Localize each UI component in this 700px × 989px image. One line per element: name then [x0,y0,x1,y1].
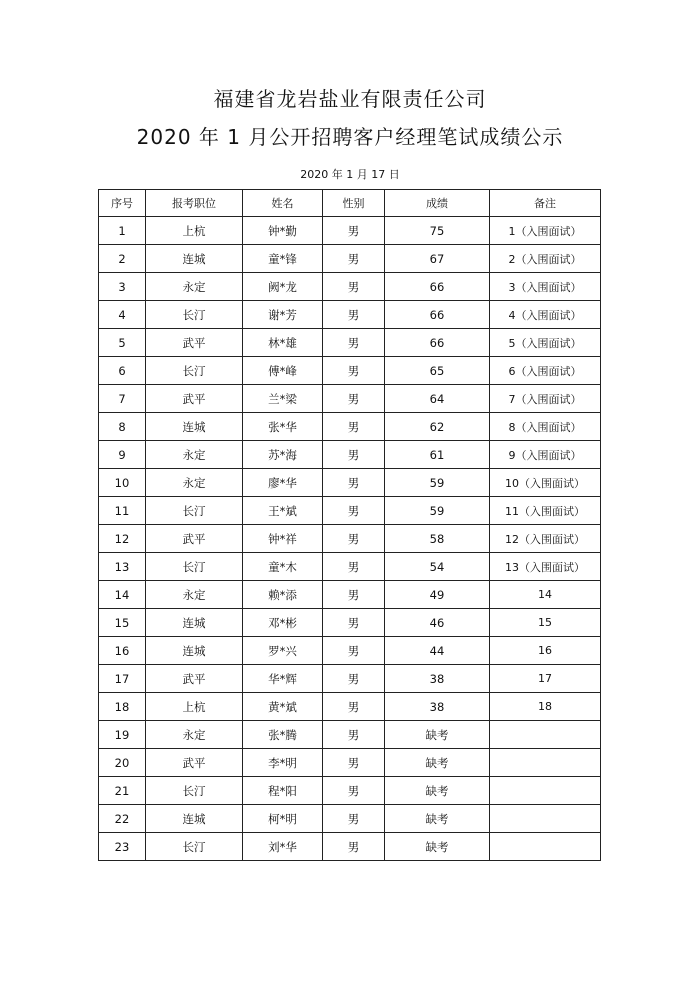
cell-seq: 1 [99,217,146,245]
table-row [99,245,601,273]
cell-name: 王*斌 [243,497,323,525]
cell-remark [490,833,601,861]
cell-position: 长汀 [146,553,243,581]
cell-score: 54 [385,553,490,581]
cell-seq: 3 [99,273,146,301]
cell-gender: 男 [323,805,385,833]
cell-gender: 男 [323,217,385,245]
cell-remark [490,777,601,805]
cell-position: 永定 [146,721,243,749]
cell-gender: 男 [323,525,385,553]
cell-score: 66 [385,329,490,357]
table-row [99,357,601,385]
cell-seq: 13 [99,553,146,581]
cell-gender: 男 [323,413,385,441]
cell-score: 58 [385,525,490,553]
table-row [99,497,601,525]
cell-name: 林*雄 [243,329,323,357]
cell-seq: 11 [99,497,146,525]
column-header-score: 成绩 [385,190,490,217]
cell-gender: 男 [323,637,385,665]
cell-score: 46 [385,609,490,637]
cell-score: 缺考 [385,749,490,777]
cell-gender: 男 [323,273,385,301]
cell-score: 38 [385,693,490,721]
cell-position: 永定 [146,469,243,497]
cell-name: 童*木 [243,553,323,581]
cell-score: 67 [385,245,490,273]
cell-gender: 男 [323,441,385,469]
cell-seq: 10 [99,469,146,497]
cell-gender: 男 [323,721,385,749]
cell-gender: 男 [323,469,385,497]
cell-score: 缺考 [385,805,490,833]
table-row [99,469,601,497]
table-row [99,413,601,441]
cell-remark: 9（入围面试） [490,441,601,469]
cell-name: 廖*华 [243,469,323,497]
cell-score: 59 [385,469,490,497]
cell-seq: 9 [99,441,146,469]
table-row [99,777,601,805]
document-subtitle: 2020 年 1 月公开招聘客户经理笔试成绩公示 [136,125,564,149]
cell-seq: 8 [99,413,146,441]
cell-seq: 5 [99,329,146,357]
cell-remark: 11（入围面试） [490,497,601,525]
table-row [99,609,601,637]
cell-position: 武平 [146,385,243,413]
cell-score: 缺考 [385,721,490,749]
cell-name: 兰*梁 [243,385,323,413]
cell-name: 华*辉 [243,665,323,693]
table-row [99,217,601,245]
cell-gender: 男 [323,245,385,273]
cell-position: 连城 [146,637,243,665]
cell-name: 刘*华 [243,833,323,861]
table-row [99,805,601,833]
cell-name: 黄*斌 [243,693,323,721]
cell-seq: 12 [99,525,146,553]
cell-remark: 17 [490,665,601,693]
cell-score: 59 [385,497,490,525]
cell-gender: 男 [323,329,385,357]
cell-remark: 14 [490,581,601,609]
cell-seq: 16 [99,637,146,665]
cell-name: 阙*龙 [243,273,323,301]
cell-remark [490,721,601,749]
cell-position: 武平 [146,525,243,553]
table-row [99,721,601,749]
cell-name: 柯*明 [243,805,323,833]
cell-remark: 13（入围面试） [490,553,601,581]
cell-remark: 5（入围面试） [490,329,601,357]
column-header-seq: 序号 [99,190,146,217]
score-table [98,189,601,861]
table-body [99,217,601,861]
cell-gender: 男 [323,665,385,693]
cell-position: 永定 [146,273,243,301]
cell-remark: 16 [490,637,601,665]
cell-score: 49 [385,581,490,609]
cell-gender: 男 [323,497,385,525]
cell-remark [490,749,601,777]
cell-remark: 4（入围面试） [490,301,601,329]
cell-name: 钟*勤 [243,217,323,245]
cell-gender: 男 [323,357,385,385]
cell-seq: 20 [99,749,146,777]
column-header-remark: 备注 [490,190,601,217]
cell-position: 连城 [146,805,243,833]
cell-gender: 男 [323,301,385,329]
cell-score: 64 [385,385,490,413]
cell-position: 永定 [146,581,243,609]
cell-remark: 8（入围面试） [490,413,601,441]
table-row [99,693,601,721]
cell-seq: 21 [99,777,146,805]
cell-position: 连城 [146,609,243,637]
cell-position: 武平 [146,665,243,693]
cell-name: 钟*祥 [243,525,323,553]
table-row [99,553,601,581]
table-row [99,665,601,693]
cell-position: 长汀 [146,301,243,329]
cell-seq: 6 [99,357,146,385]
cell-position: 连城 [146,413,243,441]
cell-score: 66 [385,301,490,329]
cell-name: 傅*峰 [243,357,323,385]
cell-seq: 19 [99,721,146,749]
cell-name: 张*腾 [243,721,323,749]
cell-position: 武平 [146,749,243,777]
table-row [99,581,601,609]
cell-gender: 男 [323,553,385,581]
cell-score: 61 [385,441,490,469]
table-row [99,329,601,357]
cell-score: 75 [385,217,490,245]
cell-gender: 男 [323,609,385,637]
cell-gender: 男 [323,833,385,861]
cell-gender: 男 [323,777,385,805]
cell-name: 谢*芳 [243,301,323,329]
cell-seq: 7 [99,385,146,413]
cell-name: 苏*海 [243,441,323,469]
cell-remark: 10（入围面试） [490,469,601,497]
cell-remark: 12（入围面试） [490,525,601,553]
column-header-gender: 性别 [323,190,385,217]
cell-score: 66 [385,273,490,301]
table-row [99,525,601,553]
cell-remark: 1（入围面试） [490,217,601,245]
cell-score: 缺考 [385,777,490,805]
cell-position: 连城 [146,245,243,273]
cell-name: 罗*兴 [243,637,323,665]
cell-seq: 4 [99,301,146,329]
cell-remark: 15 [490,609,601,637]
cell-score: 44 [385,637,490,665]
cell-name: 赖*添 [243,581,323,609]
document-title: 福建省龙岩盐业有限责任公司 [213,87,487,111]
cell-position: 武平 [146,329,243,357]
cell-gender: 男 [323,385,385,413]
cell-seq: 22 [99,805,146,833]
cell-remark: 7（入围面试） [490,385,601,413]
cell-score: 62 [385,413,490,441]
table-row [99,833,601,861]
table-row [99,637,601,665]
cell-seq: 15 [99,609,146,637]
cell-score: 38 [385,665,490,693]
cell-name: 李*明 [243,749,323,777]
cell-score: 缺考 [385,833,490,861]
cell-seq: 17 [99,665,146,693]
table-row [99,749,601,777]
cell-position: 永定 [146,441,243,469]
cell-position: 上杭 [146,693,243,721]
cell-seq: 18 [99,693,146,721]
cell-name: 程*阳 [243,777,323,805]
cell-remark: 3（入围面试） [490,273,601,301]
cell-position: 长汀 [146,497,243,525]
cell-seq: 23 [99,833,146,861]
cell-remark [490,805,601,833]
table-row [99,441,601,469]
cell-gender: 男 [323,581,385,609]
column-header-name: 姓名 [243,190,323,217]
cell-position: 上杭 [146,217,243,245]
table-row [99,273,601,301]
table-row [99,385,601,413]
cell-position: 长汀 [146,357,243,385]
cell-seq: 14 [99,581,146,609]
cell-remark: 2（入围面试） [490,245,601,273]
table-header-row [99,190,601,217]
cell-gender: 男 [323,749,385,777]
cell-gender: 男 [323,693,385,721]
cell-score: 65 [385,357,490,385]
cell-remark: 18 [490,693,601,721]
cell-name: 张*华 [243,413,323,441]
cell-name: 童*锋 [243,245,323,273]
cell-position: 长汀 [146,777,243,805]
cell-remark: 6（入围面试） [490,357,601,385]
cell-seq: 2 [99,245,146,273]
cell-position: 长汀 [146,833,243,861]
table-row [99,301,601,329]
publish-date: 2020 年 1 月 17 日 [300,168,400,181]
column-header-position: 报考职位 [146,190,243,217]
cell-name: 邓*彬 [243,609,323,637]
